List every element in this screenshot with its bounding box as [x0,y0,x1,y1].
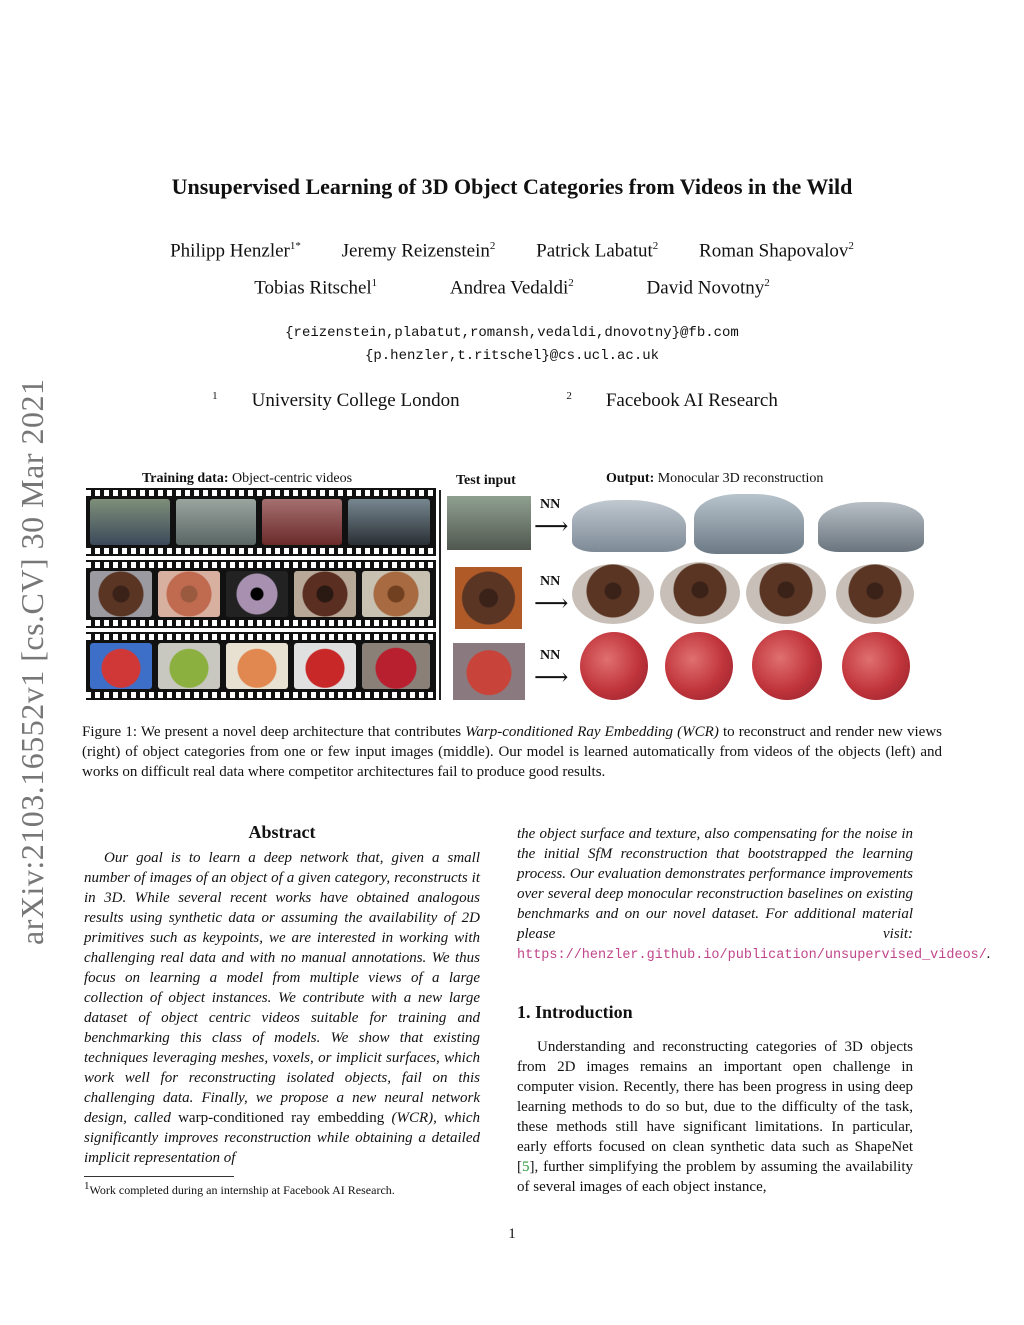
author: Roman Shapovalov$^2$ [699,240,854,262]
output-donut [746,562,826,624]
film-strip-cars [86,488,436,556]
output-apple [842,632,910,700]
output-apple [752,630,822,700]
test-input-apple [453,643,525,700]
output-car [818,502,924,552]
arrow-right-icon: ⟶ [534,665,569,691]
arrow-right-icon: ⟶ [534,591,569,617]
arrow-right-icon: ⟶ [534,514,569,540]
author: Jeremy Reizenstein$^2$ [341,240,496,262]
affiliations [0,390,1024,412]
affiliation: $^2$ Facebook AI Research [566,390,778,412]
author: Andrea Vedaldi$^2$ [449,277,574,299]
intro-heading: 1. Introduction [517,1002,633,1022]
page-number: 1 [508,1226,516,1242]
output-car [694,494,804,554]
nn-label: NN [540,497,561,512]
paper-title: Unsupervised Learning of 3D Object Categories from Videos in the Wild [171,174,853,199]
author: Philipp Henzler$^{1*}$ [170,240,301,262]
test-input-label: Test input [456,473,516,488]
abstract-text: Our goal is to learn a deep network that, given a small number of images of an object of a given category, reconstructs it in 3D. While several recent works have obtained analogous results using synthetic data or assuming the availability of 2D primitives such as keypoints, we are interested in working with challenging real data and with no manual annotations. We thus focus on learning a model from multiple views of a large collection of object instances. We contribute with a new large dataset of object centric videos suitable for training and benchmarking this class of models. We show that existing techniques leveraging meshes, voxels, or implicit surfaces, which work well for reconstructing isolated objects, fail on this challenging data. Finally, we propose a new neural network design, called warp-conditioned ray embedding (WCR), which significantly improves reconstruction while obtaining a detailed implicit representation of [84,850,480,1166]
film-strip-donuts [86,560,436,628]
output-donut [836,564,914,624]
film-strip-apples [86,632,436,700]
intro-text: Understanding and reconstructing categories of 3D objects from 2D images remains an important open challenge in computer vision. Recently, there has been progress in using deep learning methods to do so but, due to the difficulty of the task, these methods still have significant limitations. In particular, early efforts focused on clean synthetic data such as ShapeNet [5], further simplifying the problem by assuming the availability of several images of each object instance, [517,1039,913,1195]
arxiv-stamp: arXiv:2103.16552v1 [cs.CV] 30 Mar 2021 [14,378,50,945]
figure-divider [439,490,441,700]
author-row-2 [0,277,1024,299]
nn-label: NN [540,648,561,663]
output-apple [580,632,648,700]
email-line: {p.henzler,t.ritschel}@cs.ucl.ac.uk [364,348,660,364]
project-link[interactable]: https://henzler.github.io/publication/unsupervised_videos/ [517,948,987,963]
output-donut [572,564,654,624]
citation-link[interactable]: 5 [522,1159,530,1175]
output-car [572,500,686,552]
output-donut [660,562,740,624]
training-data-label: Training data: Object-centric videos [142,471,353,486]
output-apple [665,632,733,700]
nn-label: NN [540,574,561,589]
affiliation: $^1$ University College London [212,390,460,412]
footnote-rule [84,1176,234,1177]
abstract-heading: Abstract [248,822,316,842]
test-input-car [447,496,531,550]
figure-caption: Figure 1: We present a novel deep architecture that contributes Warp-conditioned Ray Embedding (WCR) to reconstruct and render new views (right) of object categories from one or few input images (middle). Our model is learned automatically from videos of the objects (left) and works on difficult real data where competitor architectures fail to produce good results. [82,724,942,780]
output-label: Output: Monocular 3D reconstruction [606,471,824,486]
footnote: $^1$Work completed during an internship at Facebook AI Research. [84,1180,395,1197]
author-row-1 [0,240,1024,262]
author: Tobias Ritschel$^1$ [254,277,378,299]
abstract-continued: the object surface and texture, also compensating for the noise in the initial SfM reconstruction that bootstrapped the learning process. Our evaluation demonstrates performance improvements over several deep monocular reconstruction baselines on existing benchmarks and on our novel dataset. For additional material please visit: https://henzler.github.io/publication/unsupervised_videos/. [517,826,991,963]
email-line: {reizenstein,plabatut,romansh,vedaldi,dnovotny}@fb.com [285,325,739,341]
author: David Novotny$^2$ [646,277,770,299]
author: Patrick Labatut$^2$ [536,240,659,262]
test-input-donut [455,567,522,629]
